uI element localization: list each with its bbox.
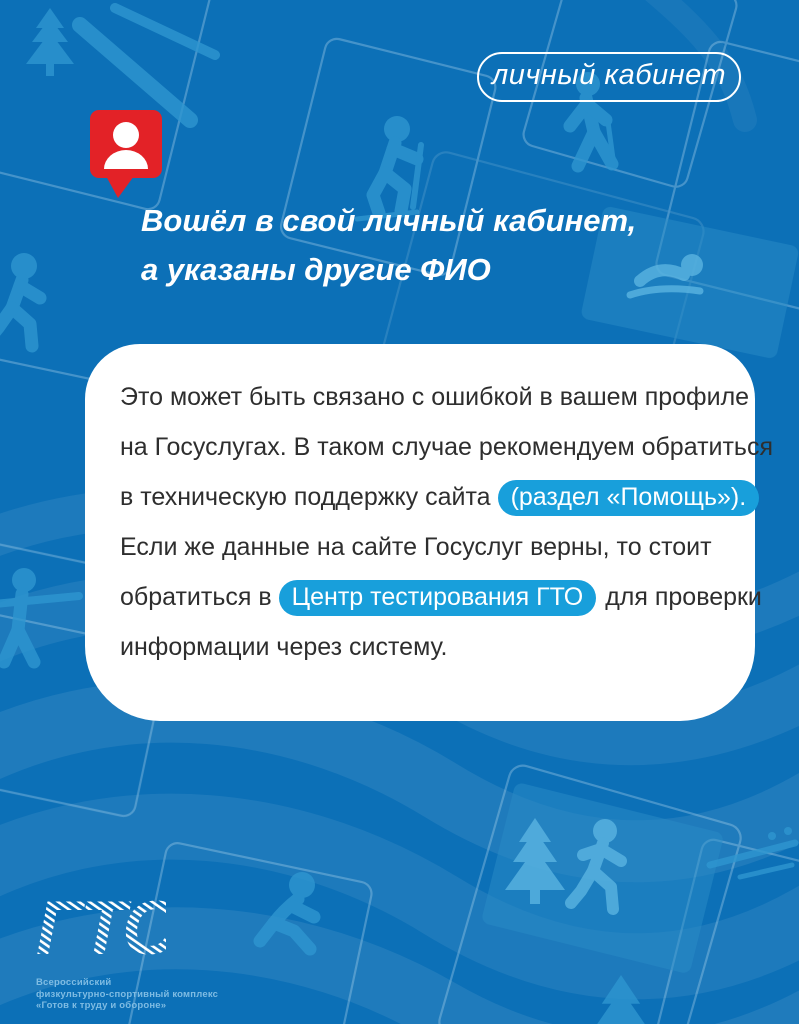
gto-logo-caption bbox=[36, 977, 218, 1012]
gto-logo-icon bbox=[36, 888, 166, 970]
answer-line3: в техническую поддержку сайта bbox=[120, 483, 491, 511]
gto-logo bbox=[36, 888, 218, 1012]
tree-icon bbox=[26, 8, 74, 76]
gto-acronym: ГТО bbox=[36, 888, 166, 970]
answer-line5-before: обратиться в bbox=[120, 583, 272, 611]
gto-caption-line3: «Готов к труду и обороне» bbox=[36, 1000, 167, 1011]
answer-card bbox=[85, 344, 773, 721]
account-badge bbox=[477, 52, 741, 102]
runner-left-icon bbox=[0, 253, 40, 346]
answer-line1: Это может быть связано с ошибкой в вашем профиле bbox=[120, 383, 750, 411]
page-title-line1: Вошёл в свой личный кабинет, bbox=[141, 203, 637, 238]
testing-center-highlight: Центр тестирования ГТО bbox=[279, 580, 597, 616]
help-section-highlight: (раздел «Помощь»). bbox=[498, 480, 760, 516]
gto-caption-line2: физкультурно-спортивный комплекс bbox=[36, 988, 219, 1000]
answer-line5-after: для проверки bbox=[605, 583, 762, 611]
answer-line6: информации через систему. bbox=[120, 633, 448, 661]
notification-bubble-icon bbox=[90, 110, 162, 198]
page-title-line2: а указаны другие ФИО bbox=[141, 252, 491, 287]
gto-caption-line1: Всероссийский bbox=[36, 977, 112, 988]
answer-line4: Если же данные на сайте Госуслуг верны, то стоит bbox=[120, 533, 712, 561]
answer-text bbox=[120, 372, 773, 672]
account-badge-label: личный кабинет bbox=[491, 59, 727, 91]
page-title bbox=[141, 196, 636, 294]
answer-line2: на Госуслугах. В таком случае рекомендуем обратиться bbox=[120, 433, 773, 461]
ski-icon bbox=[80, 8, 215, 120]
